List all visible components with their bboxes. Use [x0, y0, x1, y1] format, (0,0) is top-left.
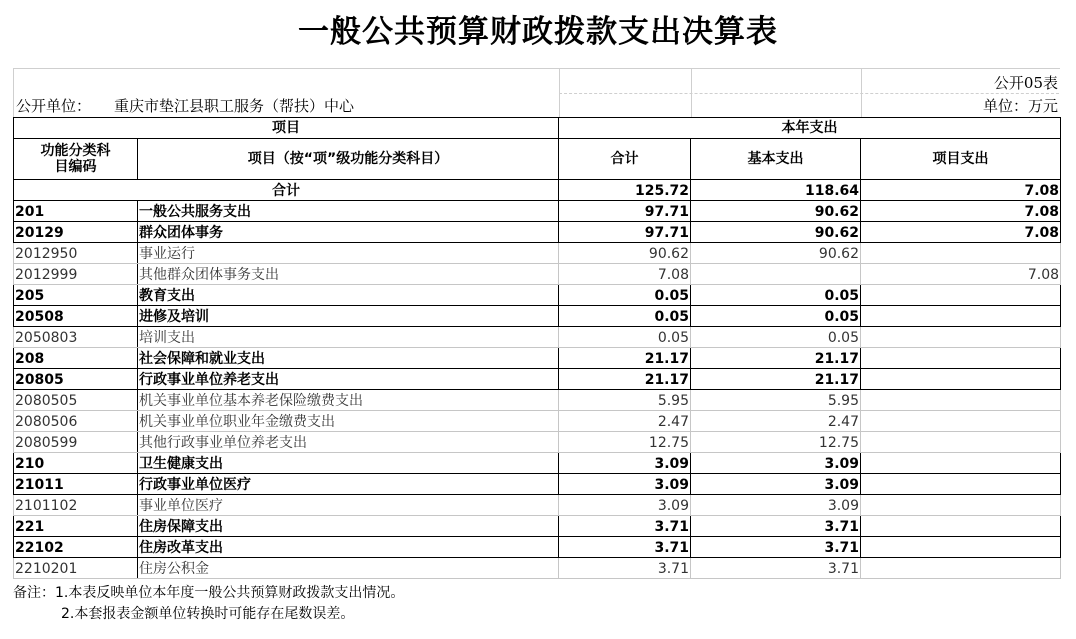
- row-project: [861, 369, 1061, 390]
- row-name: 卫生健康支出: [138, 453, 559, 474]
- row-total: 12.75: [559, 432, 691, 453]
- form-number: 公开05表: [993, 74, 1058, 92]
- table-row: [14, 369, 1061, 390]
- table-row: [14, 411, 1061, 432]
- row-name: 行政事业单位养老支出: [138, 369, 559, 390]
- header-row: [14, 118, 1061, 139]
- row-total: 3.71: [559, 516, 691, 537]
- table-row: [14, 537, 1061, 558]
- row-total: 90.62: [559, 243, 691, 264]
- row-code: 2012950: [14, 243, 138, 264]
- header-year-expense: 本年支出: [559, 118, 1061, 139]
- row-total: 3.09: [559, 474, 691, 495]
- row-code: 20129: [14, 222, 138, 243]
- notes: [13, 583, 404, 625]
- row-project: [861, 411, 1061, 432]
- row-total: 3.71: [559, 537, 691, 558]
- row-basic: 90.62: [691, 222, 861, 243]
- total-basic: 118.64: [691, 180, 861, 201]
- row-basic: 3.71: [691, 558, 861, 579]
- row-code: 22102: [14, 537, 138, 558]
- row-name: 机关事业单位职业年金缴费支出: [138, 411, 559, 432]
- row-basic: 12.75: [691, 432, 861, 453]
- total-label: 合计: [14, 180, 559, 201]
- row-total: 2.47: [559, 411, 691, 432]
- row-basic: 3.09: [691, 474, 861, 495]
- row-basic: 3.71: [691, 537, 861, 558]
- row-project: [861, 474, 1061, 495]
- row-total: 3.09: [559, 495, 691, 516]
- row-code: 2080505: [14, 390, 138, 411]
- row-name: 事业单位医疗: [138, 495, 559, 516]
- table-row: [14, 201, 1061, 222]
- table-row: [14, 558, 1061, 579]
- unit-label: 公开单位：: [16, 97, 92, 115]
- total-row: [14, 180, 1061, 201]
- unit-name: 重庆市垫江县职工服务（帮扶）中心: [114, 97, 355, 115]
- row-name: 群众团体事务: [138, 222, 559, 243]
- row-code: 2101102: [14, 495, 138, 516]
- total-project: 7.08: [861, 180, 1061, 201]
- row-basic: 3.09: [691, 495, 861, 516]
- row-project: 7.08: [861, 264, 1061, 285]
- row-total: 3.09: [559, 453, 691, 474]
- total-sum: 125.72: [559, 180, 691, 201]
- row-basic: 5.95: [691, 390, 861, 411]
- header-row: [14, 139, 1061, 180]
- row-code: 2210201: [14, 558, 138, 579]
- row-project: [861, 558, 1061, 579]
- row-project: [861, 285, 1061, 306]
- row-basic: 3.71: [691, 516, 861, 537]
- table-row: [14, 474, 1061, 495]
- row-basic: 2.47: [691, 411, 861, 432]
- row-total: 7.08: [559, 264, 691, 285]
- row-total: 97.71: [559, 222, 691, 243]
- row-code: 21011: [14, 474, 138, 495]
- row-code: 20508: [14, 306, 138, 327]
- row-name: 住房公积金: [138, 558, 559, 579]
- row-name: 机关事业单位基本养老保险缴费支出: [138, 390, 559, 411]
- header-basic: 基本支出: [691, 139, 861, 180]
- row-project: [861, 453, 1061, 474]
- row-name: 一般公共服务支出: [138, 201, 559, 222]
- row-project: [861, 390, 1061, 411]
- row-basic: 0.05: [691, 327, 861, 348]
- header-name: 项目（按“项”级功能分类科目）: [138, 139, 559, 180]
- table-row: [14, 516, 1061, 537]
- row-code: 20805: [14, 369, 138, 390]
- row-project: [861, 516, 1061, 537]
- row-code: 201: [14, 201, 138, 222]
- row-project: [861, 432, 1061, 453]
- table-row: [14, 327, 1061, 348]
- row-name: 社会保障和就业支出: [138, 348, 559, 369]
- row-code: 2050803: [14, 327, 138, 348]
- row-name: 其他行政事业单位养老支出: [138, 432, 559, 453]
- row-code: 221: [14, 516, 138, 537]
- row-basic: [691, 264, 861, 285]
- header-total: 合计: [559, 139, 691, 180]
- note-line: 2.本套报表金额单位转换时可能存在尾数误差。: [61, 606, 355, 622]
- row-project: [861, 537, 1061, 558]
- row-project: 7.08: [861, 201, 1061, 222]
- row-code: 2012999: [14, 264, 138, 285]
- unit-measure: 单位：万元: [982, 97, 1058, 115]
- row-name: 住房保障支出: [138, 516, 559, 537]
- table-row: [14, 453, 1061, 474]
- table-row: [14, 390, 1061, 411]
- row-name: 教育支出: [138, 285, 559, 306]
- row-code: 2080506: [14, 411, 138, 432]
- table-row: [14, 306, 1061, 327]
- row-total: 0.05: [559, 285, 691, 306]
- row-code: 2080599: [14, 432, 138, 453]
- table-row: [14, 432, 1061, 453]
- row-project: [861, 306, 1061, 327]
- row-name: 事业运行: [138, 243, 559, 264]
- table-row: [14, 243, 1061, 264]
- row-total: 3.71: [559, 558, 691, 579]
- row-project: [861, 243, 1061, 264]
- row-basic: 21.17: [691, 348, 861, 369]
- table-row: [14, 495, 1061, 516]
- report-info-area: [13, 68, 1060, 118]
- row-name: 培训支出: [138, 327, 559, 348]
- row-basic: 3.09: [691, 453, 861, 474]
- table-row: [14, 222, 1061, 243]
- table-row: [14, 285, 1061, 306]
- row-total: 0.05: [559, 327, 691, 348]
- header-project: 项目支出: [861, 139, 1061, 180]
- row-basic: 0.05: [691, 306, 861, 327]
- row-project: 7.08: [861, 222, 1061, 243]
- row-name: 其他群众团体事务支出: [138, 264, 559, 285]
- note-line: 备注：1.本表反映单位本年度一般公共预算财政拨款支出情况。: [13, 585, 405, 601]
- row-project: [861, 327, 1061, 348]
- row-name: 住房改革支出: [138, 537, 559, 558]
- table-row: [14, 264, 1061, 285]
- header-item: 项目: [14, 118, 559, 139]
- row-total: 97.71: [559, 201, 691, 222]
- row-code: 205: [14, 285, 138, 306]
- table-row: [14, 348, 1061, 369]
- row-code: 210: [14, 453, 138, 474]
- report-title: 一般公共预算财政拨款支出决算表: [298, 14, 778, 50]
- row-basic: 0.05: [691, 285, 861, 306]
- header-code: 功能分类科目编码: [14, 139, 138, 180]
- row-project: [861, 348, 1061, 369]
- row-name: 进修及培训: [138, 306, 559, 327]
- row-total: 21.17: [559, 369, 691, 390]
- row-total: 21.17: [559, 348, 691, 369]
- expenditure-table: [13, 117, 1061, 579]
- row-total: 5.95: [559, 390, 691, 411]
- row-code: 208: [14, 348, 138, 369]
- row-name: 行政事业单位医疗: [138, 474, 559, 495]
- row-basic: 21.17: [691, 369, 861, 390]
- row-basic: 90.62: [691, 243, 861, 264]
- row-project: [861, 495, 1061, 516]
- info-divider-horizontal: [559, 93, 1059, 94]
- row-total: 0.05: [559, 306, 691, 327]
- row-basic: 90.62: [691, 201, 861, 222]
